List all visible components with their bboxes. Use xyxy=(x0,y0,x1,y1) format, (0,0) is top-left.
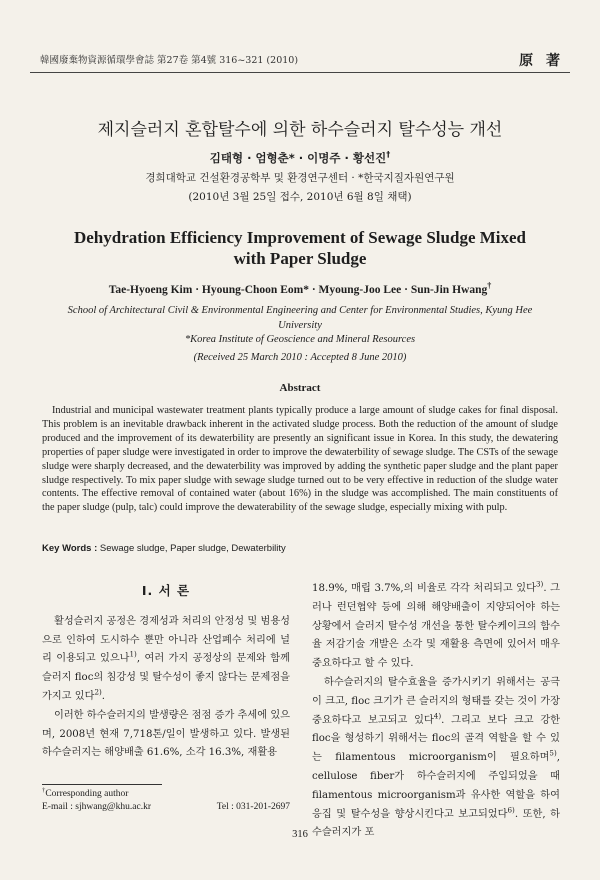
intro-paragraph-3: 하수슬러지의 탈수효율을 증가시키기 위해서는 공극이 크고, floc 크기가 큰 슬러지의 형태를 갖는 것이 가장 중요하다고 보고되고 있다$^{4)}$. 그리고 보다 크고 강한 floc을 형성하기 위해서는 floc의 골격 역할을 할 수 있는 filamentous microorganism이 필요하며$^{5)}$, cellulose fiber가 하수슬러지에 주입되었을 때 filamentous microorganism과 유사한 역할을 하여 응집 및 탈수성을 향상시킨다고 보고되었다$^{6)}$. 또한, 하수슬러지가 포 xyxy=(312,676,561,839)
intro-paragraph-1: 활성슬러지 공정은 경제성과 처리의 안정성 및 범용성으로 인하여 도시하수 뿐만 아니라 산업폐수 처리에 널리 이용되고 있으나$^{1)}$, 여러 가지 공정상의 문제와 함께 슬러지 floc의 침강성 및 탈수성이 좋지 않다는 문제점을 가지고 있다$^{2)}$. xyxy=(42,615,290,702)
english-dates: (Received 25 March 2010 : Accepted 8 June 2010) xyxy=(193,352,407,363)
footnote-rule xyxy=(42,784,162,785)
korean-affiliation: 경희대학교 건설환경공학부 및 환경연구센터 · *한국지질자원연구원 xyxy=(145,172,455,184)
footnote-tel: Tel : 031-201-2697 xyxy=(216,802,290,812)
english-authors: Tae-Hyoeng Kim · Hyoung-Choon Eom* · Myoung-Joo Lee · Sun-Jin Hwang† xyxy=(108,281,492,296)
english-affiliation-2: *Korea Institute of Geoscience and Mineral Resources xyxy=(184,334,416,345)
left-column xyxy=(42,580,290,763)
intro-paragraph-2-cont: 18.9%, 매립 3.7%,의 비율로 각각 처리되고 있다$^{3)}$. 그러나 런던협약 등에 의해 해양배출이 지양되어야 하는 상황에서 슬러지 탈수성 개선을 통한 탈수케이크의 함수율 저감기술 개발은 소각 및 재활용 측면에 있어서 매우 중요하다고 할 수 있다. xyxy=(312,579,560,670)
footnote-email: E-mail : sjhwang@khu.ac.kr xyxy=(42,802,151,812)
keywords-label: Key Words : xyxy=(42,543,98,554)
abstract-heading: Abstract xyxy=(279,382,321,394)
intro-paragraph-2: 이러한 하수슬러지의 발생량은 점점 증가 추세에 있으며, 2008년 현재 7,718톤/일이 발생하고 있다. 발생된 하수슬러지는 해양배출 61.6%, 소각 16.3%, 재활용 xyxy=(42,709,290,759)
running-header xyxy=(30,50,570,68)
header-rule xyxy=(30,72,570,73)
page-number: 316 xyxy=(292,829,308,840)
korean-dates: (2010년 3월 25일 접수, 2010년 6월 8일 채택) xyxy=(188,191,412,203)
footnote-author: †Corresponding author xyxy=(42,786,129,799)
korean-title: 제지슬러지 혼합탈수에 의한 하수슬러지 탈수성능 개선 xyxy=(97,120,503,140)
keywords xyxy=(42,543,558,554)
keywords-text: Sewage sludge, Paper sludge, Dewaterbility xyxy=(99,543,286,554)
journal-citation: 韓國廢棄物資源循環學會誌 第27卷 第4號 316~321 (2010) xyxy=(40,55,299,66)
right-column xyxy=(312,580,560,843)
english-title: Dehydration Efficiency Improvement of Sewage Sludge Mixed with Paper Sludge xyxy=(73,228,527,268)
korean-authors: 김태형 · 엄형춘* · 이명주 · 황선진† xyxy=(209,150,391,165)
footnote xyxy=(42,788,290,814)
section-title: I. 서 론 xyxy=(141,583,191,598)
abstract-text: Industrial and municipal wastewater treatment plants typically produce a large amount of sludge cakes for final disposal. This problem is an inevitable drawback inherent in the activated sludge process. Both the reduction of the amount of sludge produced and the improvement of its dewaterbility are presently an significant issue in Korea. In this study, the dewatering properties of paper sludge were investigated in order to improve the dewaterbility of sewage sludge. The CSTs of the sewage sludge were sharply decreased, and the dewaterbility was improved by adding the synthetic paper sludge and the plant paper sludge respectively. To mix paper sludge with sewage sludge turned out to be very effective in reduction of the sludge water contents. The effective removal of contained water (about 16%) in the sludge was accomplished. The main constituents of the paper sludge (pulp, talc) could improve the dewaterability of the sewage sludge, especially mixing with pulp. xyxy=(42,405,558,514)
english-affiliation: School of Architectural Civil & Environmental Engineering and Center for Environmental Studies, Kyung Hee University xyxy=(67,305,533,331)
article-type-badge: 原 著 xyxy=(519,53,564,69)
